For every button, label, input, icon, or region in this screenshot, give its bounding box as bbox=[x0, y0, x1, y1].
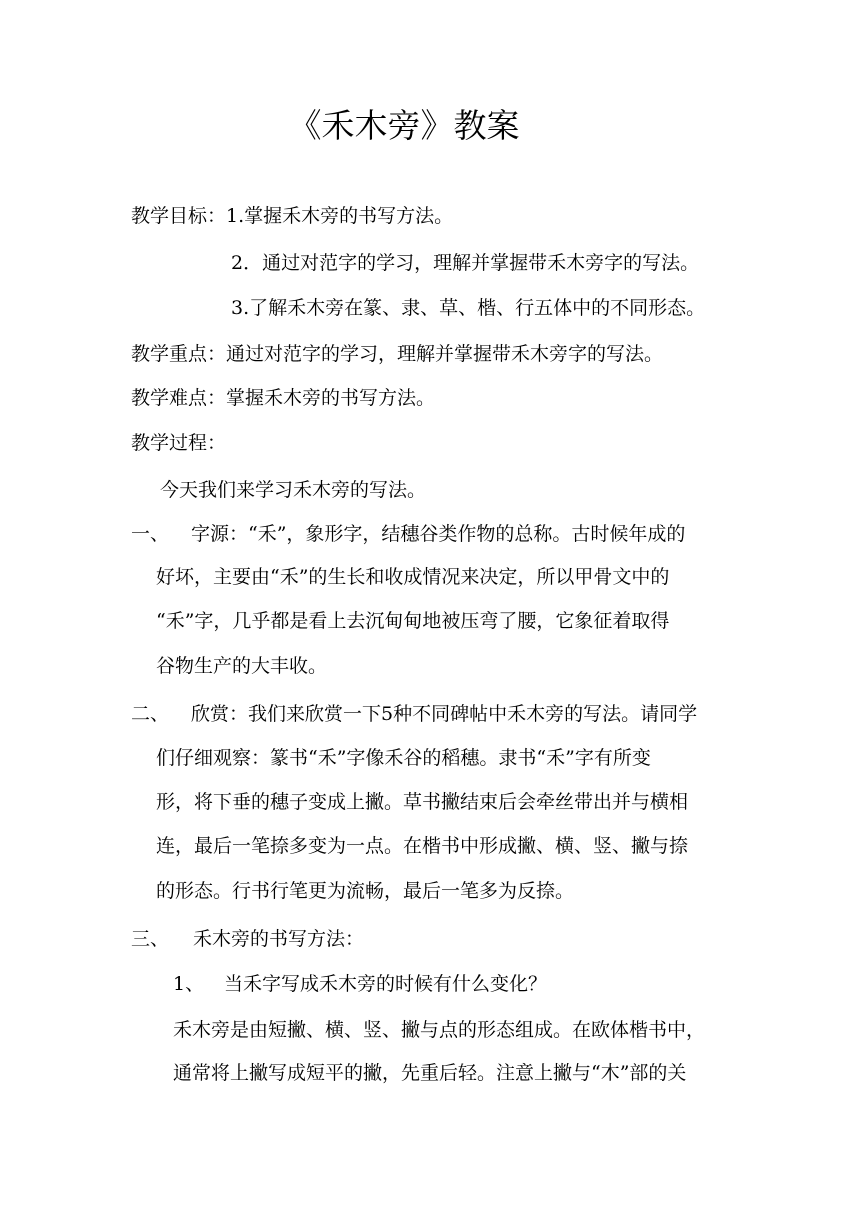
objectives-label: 教学目标： bbox=[131, 205, 227, 227]
objectives-row bbox=[131, 201, 453, 231]
section-1-line-4: 谷物生产的大丰收。 bbox=[156, 655, 328, 677]
process-label: 教学过程： bbox=[131, 432, 227, 454]
subsection-1-line-1: 禾木旁是由短撇、横、竖、撇与点的形态组成。在欧体楷书中， bbox=[173, 1019, 706, 1041]
section-1-line-2: 好坏，主要由“禾”的生长和收成情况来决定，所以甲骨文中的 bbox=[156, 566, 670, 588]
subsection-1-heading: 当禾字写成禾木旁的时候有什么变化？ bbox=[224, 973, 548, 995]
difficulty-row bbox=[131, 383, 435, 413]
section-1-line-1: 字源：“禾”，象形字，结穗谷类作物的总称。古时候年成的 bbox=[191, 523, 686, 545]
section-1-marker: 一、 bbox=[131, 523, 170, 545]
difficulty-text: 掌握禾木旁的书写方法。 bbox=[226, 387, 436, 409]
objective-item-3: 3.了解禾木旁在篆、隶、草、楷、行五体中的不同形态。 bbox=[231, 297, 706, 319]
section-2-line-4: 连，最后一笔捺多变为一点。在楷书中形成撇、横、竖、撇与捺 bbox=[156, 835, 689, 857]
intro-text: 今天我们来学习禾木旁的写法。 bbox=[160, 479, 427, 501]
section-2-line-2: 们仔细观察：篆书“禾”字像禾谷的稻穗。隶书“禾”字有所变 bbox=[156, 747, 651, 769]
key-point-label: 教学重点： bbox=[131, 343, 227, 365]
difficulty-label: 教学难点： bbox=[131, 387, 227, 409]
objective-item-2: 2．通过对范字的学习，理解并掌握带禾木旁字的写法。 bbox=[231, 252, 700, 274]
key-point-text: 通过对范字的学习，理解并掌握带禾木旁字的写法。 bbox=[226, 343, 664, 365]
section-2-marker: 二、 bbox=[131, 703, 170, 725]
key-point-row bbox=[131, 339, 663, 369]
section-3-marker: 三、 bbox=[131, 928, 170, 950]
section-2-line-3: 形，将下垂的穗子变成上撇。草书撇结束后会牵丝带出并与横相 bbox=[156, 791, 689, 813]
section-2-line-5: 的形态。行书行笔更为流畅，最后一笔多为反捺。 bbox=[156, 880, 575, 902]
section-1-line-3: “禾”字，几乎都是看上去沉甸甸地被压弯了腰，它象征着取得 bbox=[156, 610, 670, 632]
section-2-line-1: 欣赏：我们来欣赏一下5种不同碑帖中禾木旁的写法。请同学 bbox=[191, 703, 698, 725]
subsection-1-line-2: 通常将上撇写成短平的撇，先重后轻。注意上撇与“木”部的关 bbox=[173, 1062, 687, 1084]
document-title: 《禾木旁》教案 bbox=[288, 106, 520, 145]
subsection-1-marker: 1、 bbox=[173, 973, 205, 995]
objective-item-1: 1.掌握禾木旁的书写方法。 bbox=[226, 205, 454, 227]
section-3-heading: 禾木旁的书写方法： bbox=[193, 928, 365, 950]
